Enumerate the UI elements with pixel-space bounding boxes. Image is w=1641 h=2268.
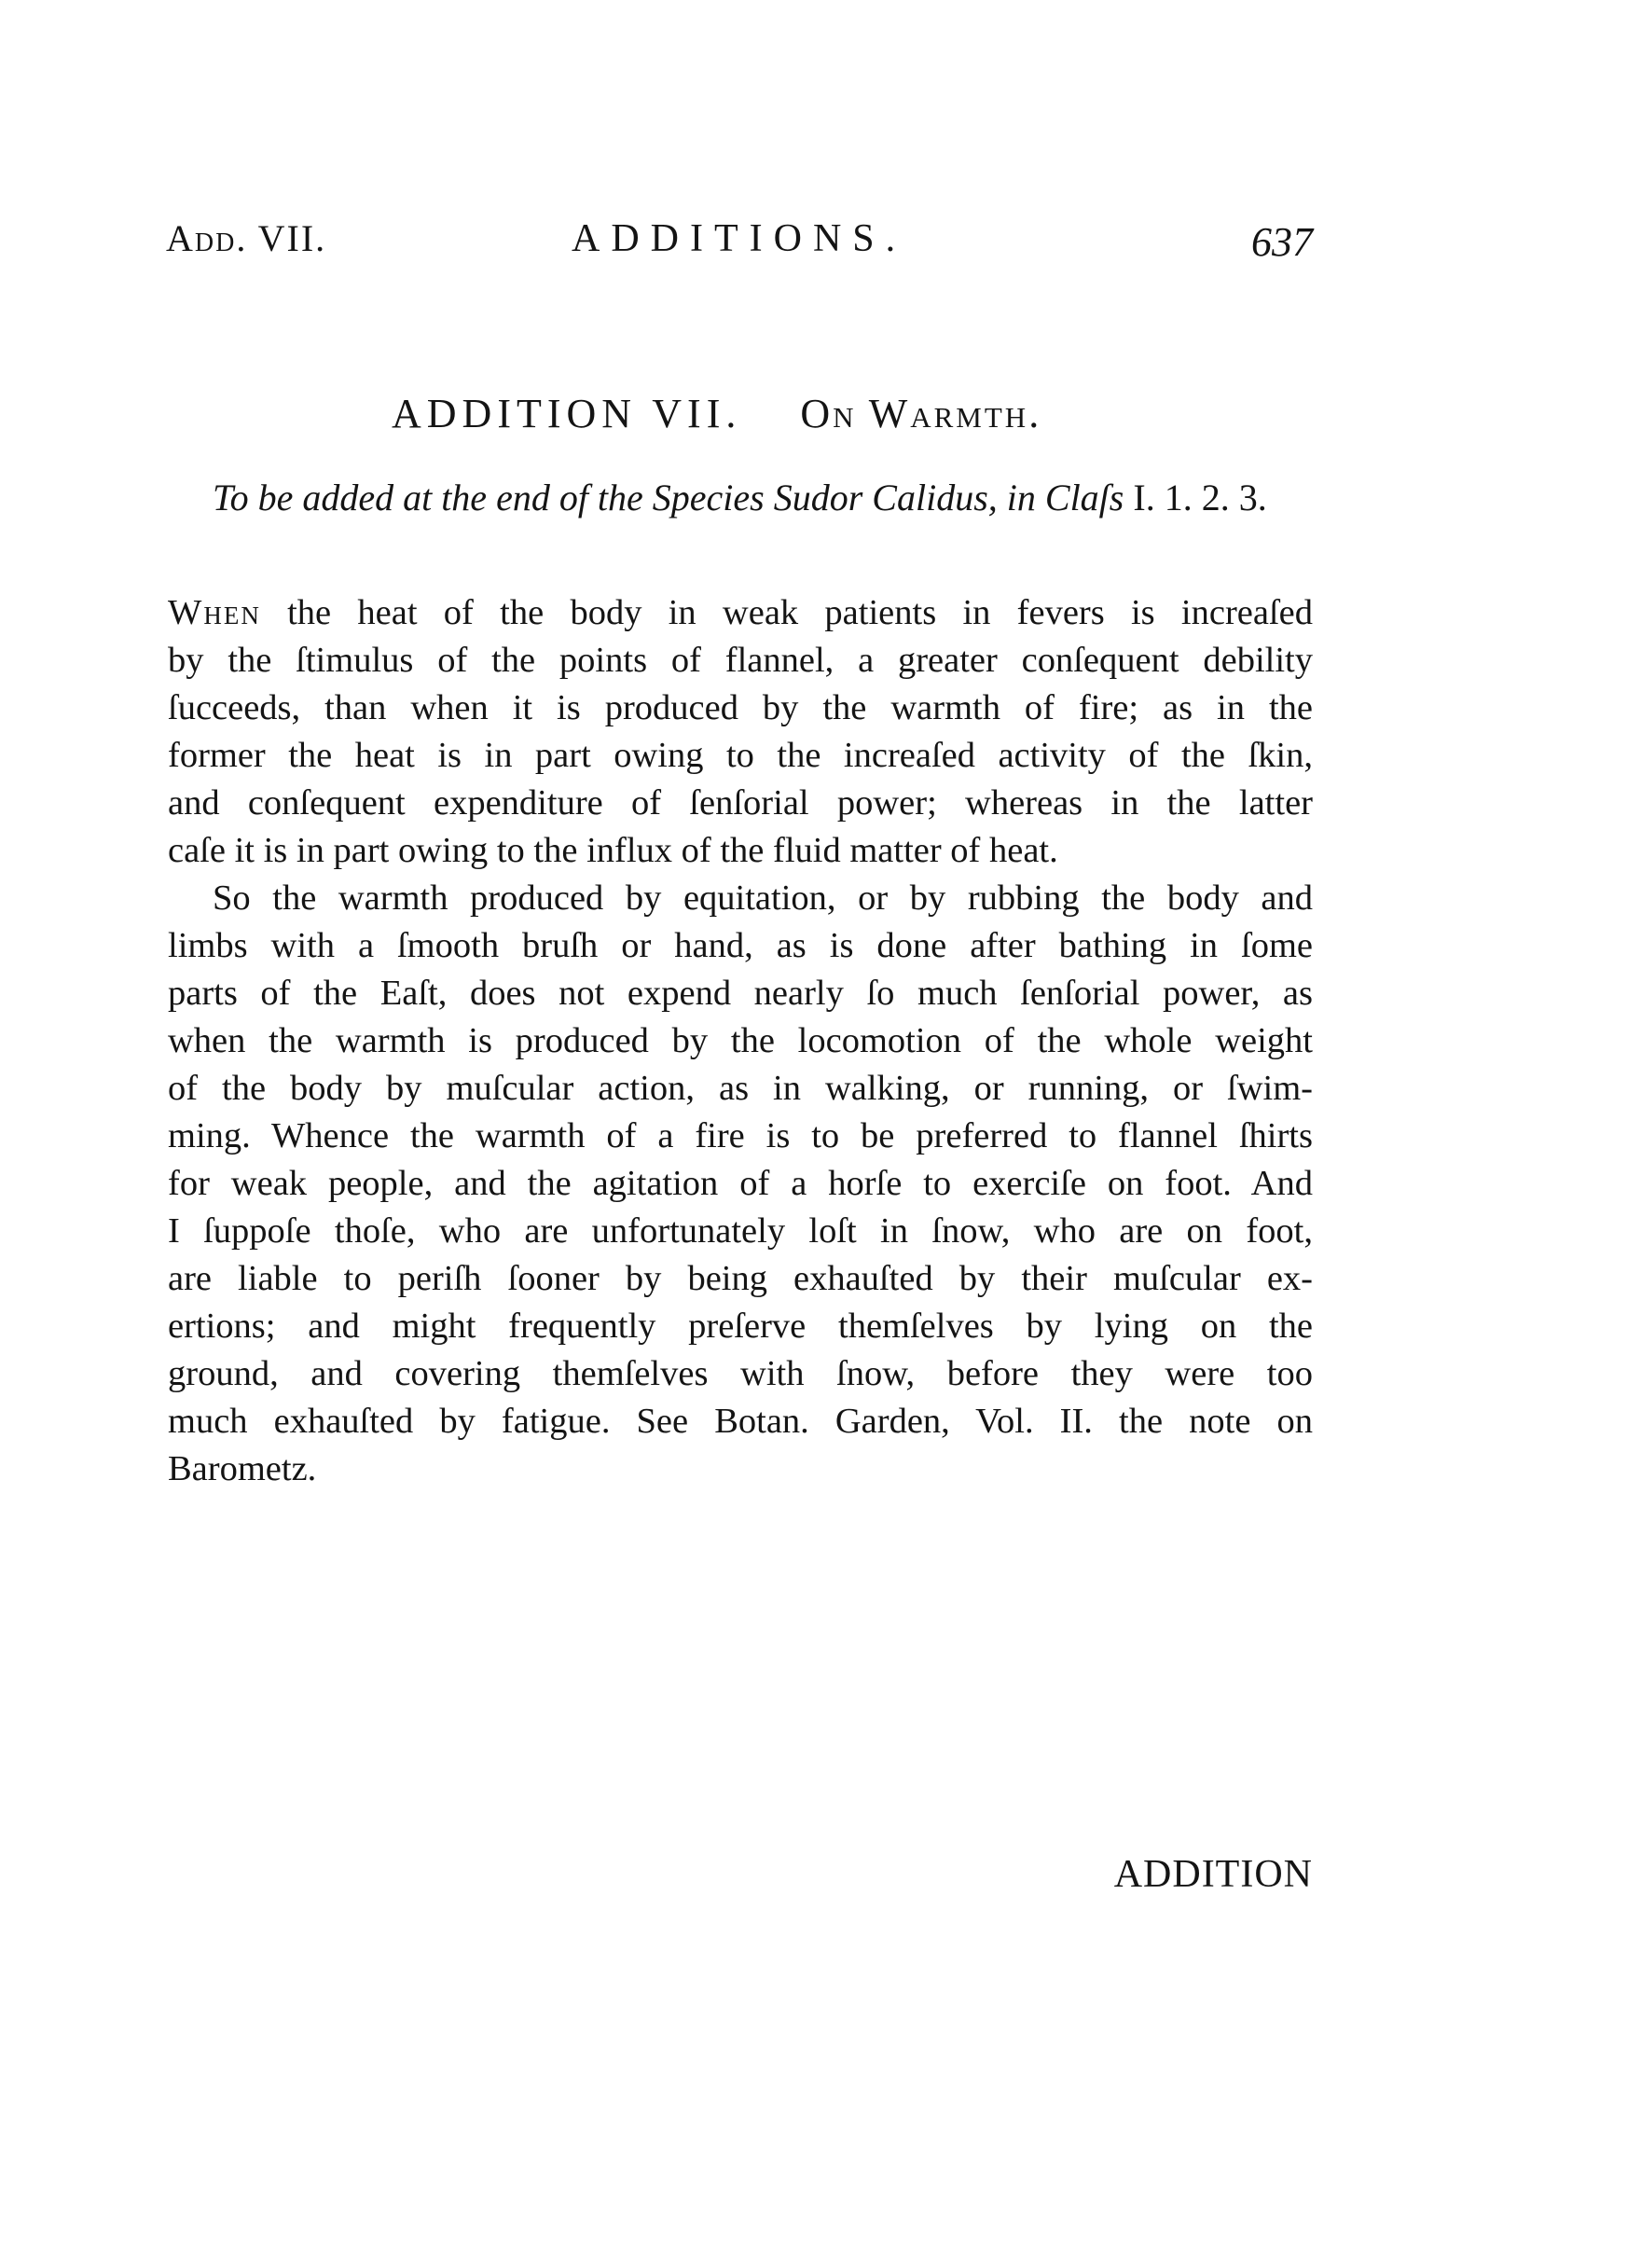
- paragraph-1-line: When the heat of the body in weak patients in fevers is increaſed: [168, 593, 1313, 632]
- running-head-section: Add. VII.: [166, 217, 327, 259]
- paragraph-2-line: are liable to periſh ſooner by being exhauſted by their muſcular ex-: [168, 1259, 1313, 1298]
- paragraph-2-line: much exhauſted by fatigue. See Botan. Garden, Vol. II. the note on: [168, 1402, 1313, 1441]
- paragraph-2-line: ming. Whence the warmth of a fire is to be preferred to flannel ſhirts: [168, 1116, 1313, 1155]
- paragraph-2-line: parts of the Eaſt, does not expend nearly ſo much ſenſorial power, as: [168, 974, 1313, 1013]
- running-head-title: ADDITIONS.: [572, 217, 907, 260]
- paragraph-lead-word: When: [168, 593, 261, 632]
- running-head: [166, 216, 1313, 272]
- paragraph-2-line: ertions; and might frequently preſerve themſelves by lying on the: [168, 1307, 1313, 1346]
- paragraph-2-line: for weak people, and the agitation of a horſe to exerciſe on foot. And: [168, 1164, 1313, 1203]
- paragraph-1-line: former the heat is in part owing to the increaſed activity of the ſkin,: [168, 736, 1313, 775]
- instruction-reference: I. 1. 2. 3.: [1133, 477, 1267, 519]
- paragraph-1-line: by the ſtimulus of the points of flannel, a greater conſequent debility: [168, 641, 1313, 680]
- placement-instruction: [213, 476, 1331, 519]
- paragraph-2-line: ground, and covering themſelves with ſnow, before they were too: [168, 1354, 1313, 1393]
- paragraph-2-line: So the warmth produced by equitation, or by rubbing the body and: [213, 878, 1313, 918]
- paragraph-2-line: limbs with a ſmooth bruſh or hand, as is done after bathing in ſome: [168, 926, 1313, 965]
- paragraph-1-line: ſucceeds, than when it is produced by the warmth of fire; as in the: [168, 688, 1313, 727]
- paragraph-1-line: and conſequent expenditure of ſenſorial power; whereas in the latter: [168, 783, 1313, 823]
- page-number: 637: [1251, 219, 1313, 265]
- paragraph-2-line: Barometz.: [168, 1449, 317, 1488]
- catchword: ADDITION: [1113, 1853, 1313, 1896]
- instruction-text: To be added at the end of the Species Sudor Calidus, in Claſs: [213, 477, 1124, 519]
- section-title: ADDITION VII.: [392, 391, 742, 436]
- paragraph-1-line: caſe it is in part owing to the influx of the fluid matter of heat.: [168, 831, 1058, 870]
- paragraph-2-line: of the body by muſcular action, as in walking, or running, or ſwim-: [168, 1069, 1313, 1108]
- section-subtitle: On Warmth.: [800, 391, 1042, 436]
- section-heading: [392, 390, 1231, 437]
- paragraph-2-line: when the warmth is produced by the locomotion of the whole weight: [168, 1021, 1313, 1060]
- body-text: [168, 589, 1313, 1493]
- paragraph-2-line: I ſuppoſe thoſe, who are unfortunately loſt in ſnow, who are on foot,: [168, 1211, 1313, 1251]
